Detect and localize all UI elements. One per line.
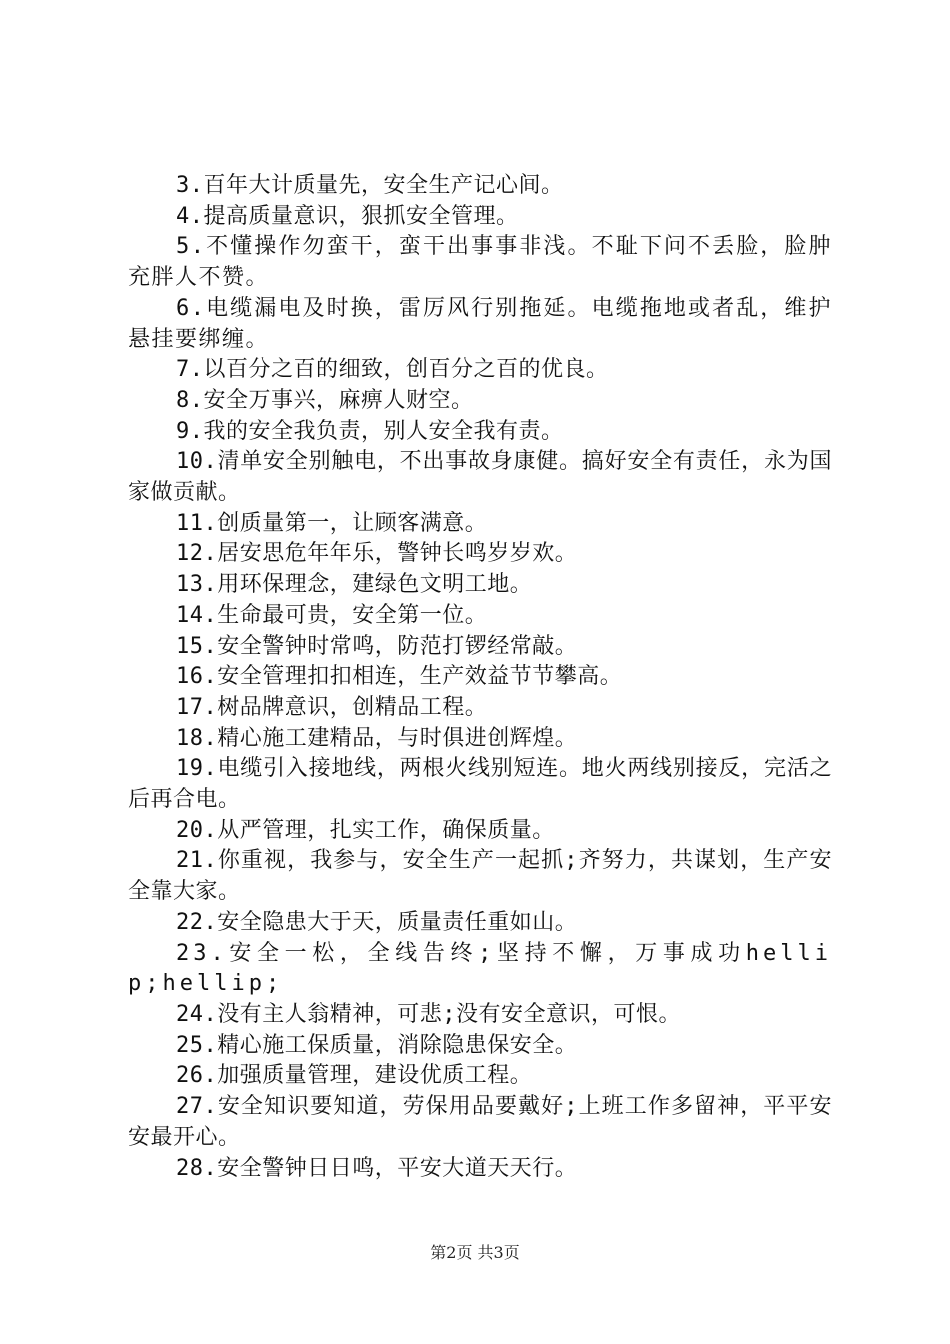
list-item: 13.用环保理念，建绿色文明工地。 <box>176 572 533 598</box>
list-item: 15.安全警钟时常鸣，防范打锣经常敲。 <box>176 633 578 659</box>
list-item: 27.安全知识要知道，劳保用品要戴好;上班工作多留神，平平安安最开心。 <box>128 1094 832 1150</box>
list-item: 11.创质量第一，让顾客满意。 <box>176 510 488 536</box>
list-item: 22.安全隐患大于天，质量责任重如山。 <box>176 909 578 935</box>
list-item: 14.生命最可贵，安全第一位。 <box>176 602 488 628</box>
list-item: 18.精心施工建精品，与时俱进创辉煌。 <box>176 725 578 751</box>
page-footer: 第2页 共3页 <box>430 1243 520 1262</box>
list-item: 26.加强质量管理，建设优质工程。 <box>176 1063 533 1089</box>
list-item: 9.我的安全我负责，别人安全我有责。 <box>176 418 564 444</box>
list-item: 3.百年大计质量先，安全生产记心间。 <box>176 173 564 198</box>
list-item: 25.精心施工保质量，消除隐患保安全。 <box>176 1032 578 1058</box>
list-item: 8.安全万事兴，麻痹人财空。 <box>176 387 474 413</box>
list-item: 28.安全警钟日日鸣，平安大道天天行。 <box>176 1155 578 1181</box>
list-item: 5.不懂操作勿蛮干，蛮干出事事非浅。不耻下问不丢脸，脸肿充胖人不赞。 <box>128 234 832 291</box>
list-item: 16.安全管理扣扣相连，生产效益节节攀高。 <box>176 664 623 690</box>
list-item: 21.你重视，我参与，安全生产一起抓;齐努力，共谋划，生产安全靠大家。 <box>128 848 832 905</box>
list-item: 23.安全一松，全线告终;坚持不懈，万事成功hellip;hellip; <box>128 940 832 997</box>
list-item: 7.以百分之百的细致，创百分之百的优良。 <box>176 357 609 383</box>
list-item: 24.没有主人翁精神，可悲;没有安全意识，可恨。 <box>176 1001 681 1027</box>
list-item: 19.电缆引入接地线，两根火线别短连。地火两线别接反，完活之后再合电。 <box>128 756 832 813</box>
list-item: 12.居安思危年年乐，警钟长鸣岁岁欢。 <box>176 541 578 567</box>
list-item: 20.从严管理，扎实工作，确保质量。 <box>176 817 555 843</box>
list-item: 6.电缆漏电及时换，雷厉风行别拖延。电缆拖地或者乱，维护悬挂要绑缠。 <box>128 295 832 352</box>
slogan-list <box>128 171 832 1184</box>
list-item: 10.清单安全别触电，不出事故身康健。搞好安全有责任，永为国家做贡献。 <box>128 449 832 506</box>
list-item: 17.树品牌意识，创精品工程。 <box>176 694 488 720</box>
list-item: 4.提高质量意识，狠抓安全管理。 <box>176 203 519 229</box>
